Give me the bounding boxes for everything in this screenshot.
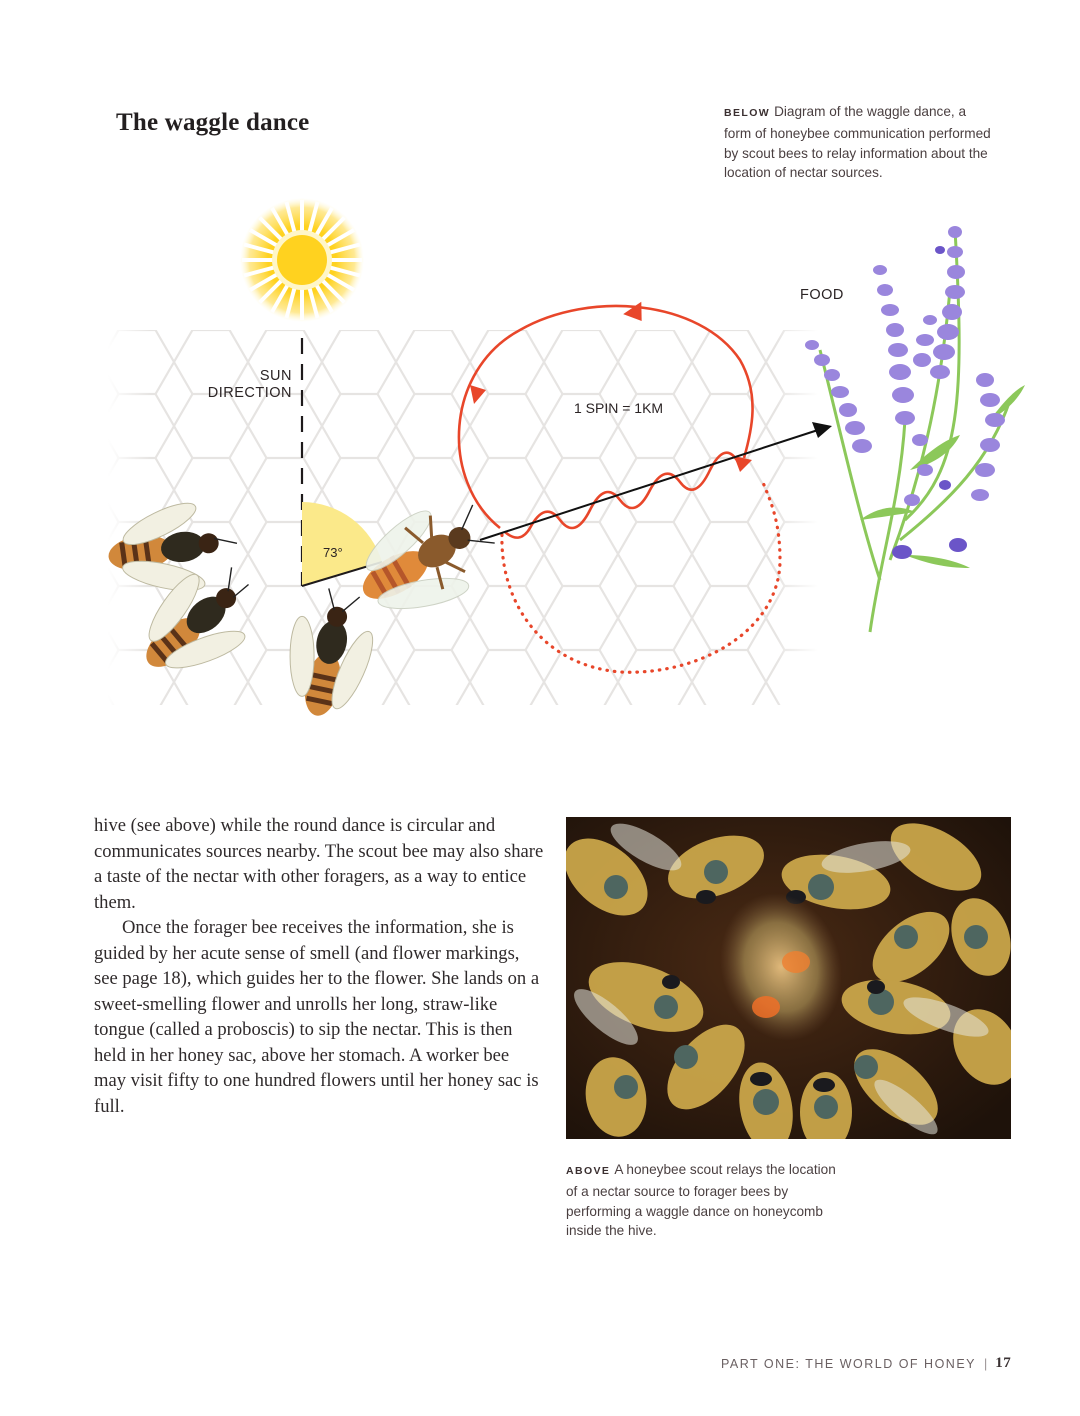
sun-direction-label <box>200 368 292 402</box>
body-paragraph-2: Once the forager bee receives the information, she is guided by her acute sense of smell (and flower markings, see page 18), which guides her to the flower. She lands on a sweet-smelling flower and unrolls her long, straw-like tongue (called a proboscis) to sip the nectar. This is then held in her honey sac, above her stomach. A worker bee may visit fifty to one hundred flowers until her honey sac is full. <box>94 917 540 1117</box>
caption-text-above: A honeybee scout relays the location of a nectar source to forager bees by performing a waggle dance on honeycomb inside the hive. <box>566 1162 836 1239</box>
page-number: 17 <box>995 1355 1012 1371</box>
honeybee-photo <box>566 817 1011 1139</box>
body-paragraph-1: hive (see above) while the round dance is circular and communicates sources nearby. The scout bee may also share a taste of the nectar with other foragers, as a way to entice them. <box>94 815 544 913</box>
angle-label: 73° <box>323 545 343 560</box>
body-text <box>94 813 544 1119</box>
footer-separator: | <box>984 1356 988 1371</box>
footer-section-title: PART ONE: THE WORLD OF HONEY <box>721 1356 976 1371</box>
food-label: FOOD <box>800 287 844 303</box>
page-title: The waggle dance <box>116 108 310 136</box>
caption-lead-above: ABOVE <box>566 1165 611 1177</box>
bee-cluster-photo-illustration <box>566 817 1011 1139</box>
sun-label-line2: DIRECTION <box>207 385 292 401</box>
spin-distance-label: 1 SPIN = 1KM <box>574 400 664 416</box>
photo-caption <box>566 1160 836 1241</box>
page-footer <box>721 1355 1011 1372</box>
caption-text-below: Diagram of the waggle dance, a form of honeybee communication performed by scout bees to relay information about the location of nectar sources. <box>724 104 991 181</box>
sun-label-line1: SUN <box>259 368 292 384</box>
sun-icon <box>240 198 364 322</box>
caption-lead-below: BELOW <box>724 107 771 119</box>
